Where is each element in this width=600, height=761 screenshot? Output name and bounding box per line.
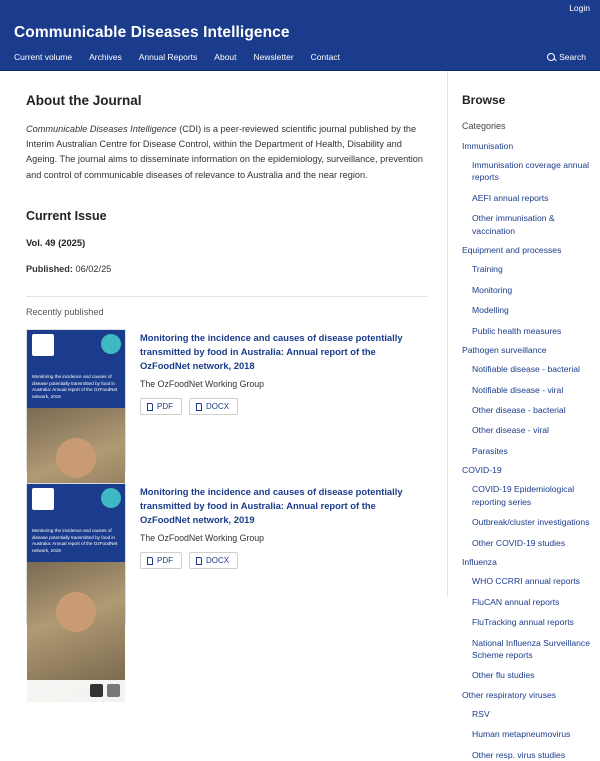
category-child[interactable]: Human metapneumovirus bbox=[472, 729, 571, 740]
category-child[interactable]: National Influenza Surveillance Scheme reports bbox=[472, 637, 590, 660]
cover-mark-icon bbox=[90, 684, 103, 697]
about-journal-text: (CDI) is a peer-reviewed scientific journal published by the Interim Australian Centre for Disease Control, within the Department of Health, Disability and Ageing. The journal aims to disseminate information on the epidemiology, surveillance, prevention and control of communicable diseases of relevance to Australia and the near region. bbox=[26, 124, 423, 180]
docx-button[interactable] bbox=[189, 552, 238, 569]
article-title-link[interactable]: Monitoring the incidence and causes of disease potentially transmitted by food in Australia: Annual report of the OzFoodNet network, 2018 bbox=[140, 331, 403, 371]
published-line bbox=[26, 264, 427, 274]
nav-item-about[interactable]: About bbox=[214, 52, 237, 62]
category-child[interactable]: FluCAN annual reports bbox=[472, 596, 560, 607]
nav-item-contact[interactable]: Contact bbox=[310, 52, 340, 62]
article-title-link[interactable]: Monitoring the incidence and causes of disease potentially transmitted by food in Australia: Annual report of the OzFoodNet network, 2019 bbox=[140, 485, 403, 525]
category-child[interactable]: AEFI annual reports bbox=[472, 192, 549, 203]
search-icon bbox=[547, 53, 555, 61]
category-child[interactable]: Other flu studies bbox=[472, 670, 535, 681]
category-child[interactable]: Notifiable disease - viral bbox=[472, 384, 564, 395]
file-docx-icon bbox=[196, 403, 202, 411]
search-label: Search bbox=[559, 52, 586, 62]
published-date: 06/02/25 bbox=[75, 263, 112, 274]
cover-caption: Monitoring the incidence and causes of disease potentially transmitted by food in Australia: Annual report of the OzFoodNet network, 2019 bbox=[27, 528, 125, 562]
category-group-covid-19 bbox=[462, 465, 590, 549]
nav-item-newsletter[interactable]: Newsletter bbox=[253, 52, 294, 62]
category-child[interactable]: Notifiable disease - bacterial bbox=[472, 364, 580, 375]
nav-item-archives[interactable]: Archives bbox=[89, 52, 122, 62]
category-child[interactable]: COVID-19 Epidemiological reporting series bbox=[472, 484, 575, 507]
category-child[interactable]: Immunisation coverage annual reports bbox=[472, 160, 590, 183]
journal-name-italic: Communicable Diseases Intelligence bbox=[26, 124, 177, 134]
category-child[interactable]: Other immunisation & vaccination bbox=[472, 213, 555, 236]
file-docx-icon bbox=[196, 557, 202, 565]
article-item bbox=[26, 329, 427, 471]
category-child[interactable]: Parasites bbox=[472, 445, 508, 456]
article-body bbox=[140, 329, 427, 471]
file-pdf-icon bbox=[147, 403, 153, 411]
about-journal-paragraph bbox=[26, 122, 427, 183]
category-group-equipment-and-processes bbox=[462, 245, 590, 337]
category-child[interactable]: WHO CCRRI annual reports bbox=[472, 576, 580, 587]
category-group-other-respiratory-viruses bbox=[462, 690, 590, 761]
cover-photo bbox=[27, 562, 125, 702]
cover-caption: Monitoring the incidence and causes of disease potentially transmitted by food in Australia: Annual report of the OzFoodNet network, 2018 bbox=[27, 374, 125, 408]
category-group-influenza bbox=[462, 557, 590, 682]
category-head-equipment-and-processes[interactable]: Equipment and processes bbox=[462, 245, 562, 256]
recently-published-heading: Recently published bbox=[26, 296, 427, 317]
article-download-buttons bbox=[140, 552, 427, 569]
category-child[interactable]: Outbreak/cluster investigations bbox=[472, 517, 590, 528]
categories-label: Categories bbox=[462, 121, 506, 131]
cover-mark-secondary-icon bbox=[107, 684, 120, 697]
category-head-influenza[interactable]: Influenza bbox=[462, 557, 497, 568]
docx-button-label: DOCX bbox=[206, 402, 230, 412]
cover-footer bbox=[27, 680, 125, 702]
category-child[interactable]: Other disease - bacterial bbox=[472, 404, 566, 415]
article-cover-image[interactable] bbox=[26, 329, 126, 471]
site-masthead bbox=[0, 16, 600, 46]
search-button[interactable] bbox=[547, 52, 586, 62]
main-content bbox=[0, 71, 448, 597]
cover-header bbox=[27, 330, 125, 374]
article-body bbox=[140, 483, 427, 625]
pdf-button-label: PDF bbox=[157, 556, 173, 566]
top-utility-bar bbox=[0, 0, 600, 16]
category-group-pathogen-surveillance bbox=[462, 345, 590, 457]
current-issue-heading: Current Issue bbox=[26, 208, 107, 223]
category-head-pathogen-surveillance[interactable]: Pathogen surveillance bbox=[462, 345, 547, 356]
published-label: Published: bbox=[26, 263, 73, 274]
category-head-immunisation[interactable]: Immunisation bbox=[462, 141, 514, 151]
category-child[interactable]: Other disease - viral bbox=[472, 425, 549, 436]
cover-badge-icon bbox=[101, 488, 121, 508]
category-child[interactable]: RSV bbox=[472, 708, 490, 719]
pdf-button[interactable] bbox=[140, 398, 182, 415]
category-child[interactable]: Modelling bbox=[472, 305, 509, 316]
nav-item-annual-reports[interactable]: Annual Reports bbox=[138, 52, 198, 62]
article-authors: The OzFoodNet Working Group bbox=[140, 533, 265, 544]
site-title: Communicable Diseases Intelligence bbox=[14, 24, 290, 41]
category-group-immunisation bbox=[462, 141, 590, 237]
article-cover-image[interactable] bbox=[26, 483, 126, 625]
cover-logo-icon bbox=[32, 334, 54, 356]
current-issue-volume: Vol. 49 (2025) bbox=[26, 236, 86, 248]
pdf-button-label: PDF bbox=[157, 402, 173, 412]
category-child[interactable]: Training bbox=[472, 264, 503, 275]
article-authors: The OzFoodNet Working Group bbox=[140, 379, 265, 390]
docx-button-label: DOCX bbox=[206, 556, 230, 566]
login-link[interactable]: Login bbox=[569, 3, 590, 13]
category-head-other-respiratory-viruses[interactable]: Other respiratory viruses bbox=[462, 689, 557, 700]
sidebar-browse bbox=[448, 71, 600, 760]
category-child[interactable]: Other resp. virus studies bbox=[472, 749, 566, 760]
pdf-button[interactable] bbox=[140, 552, 182, 569]
about-journal-heading: About the Journal bbox=[26, 93, 142, 108]
nav-item-current-volume[interactable]: Current volume bbox=[14, 52, 73, 62]
file-pdf-icon bbox=[147, 557, 153, 565]
category-child[interactable]: Public health measures bbox=[472, 325, 562, 336]
category-child[interactable]: FluTracking annual reports bbox=[472, 617, 574, 628]
cover-badge-icon bbox=[101, 334, 121, 354]
category-head-covid-19[interactable]: COVID-19 bbox=[462, 465, 502, 476]
article-download-buttons bbox=[140, 398, 427, 415]
article-item bbox=[26, 483, 427, 625]
category-child[interactable]: Monitoring bbox=[472, 284, 513, 295]
primary-nav bbox=[0, 46, 600, 71]
browse-heading: Browse bbox=[462, 93, 506, 107]
page-layout bbox=[0, 71, 600, 760]
cover-logo-icon bbox=[32, 488, 54, 510]
category-child[interactable]: Other COVID-19 studies bbox=[472, 537, 566, 548]
docx-button[interactable] bbox=[189, 398, 238, 415]
cover-header bbox=[27, 484, 125, 528]
